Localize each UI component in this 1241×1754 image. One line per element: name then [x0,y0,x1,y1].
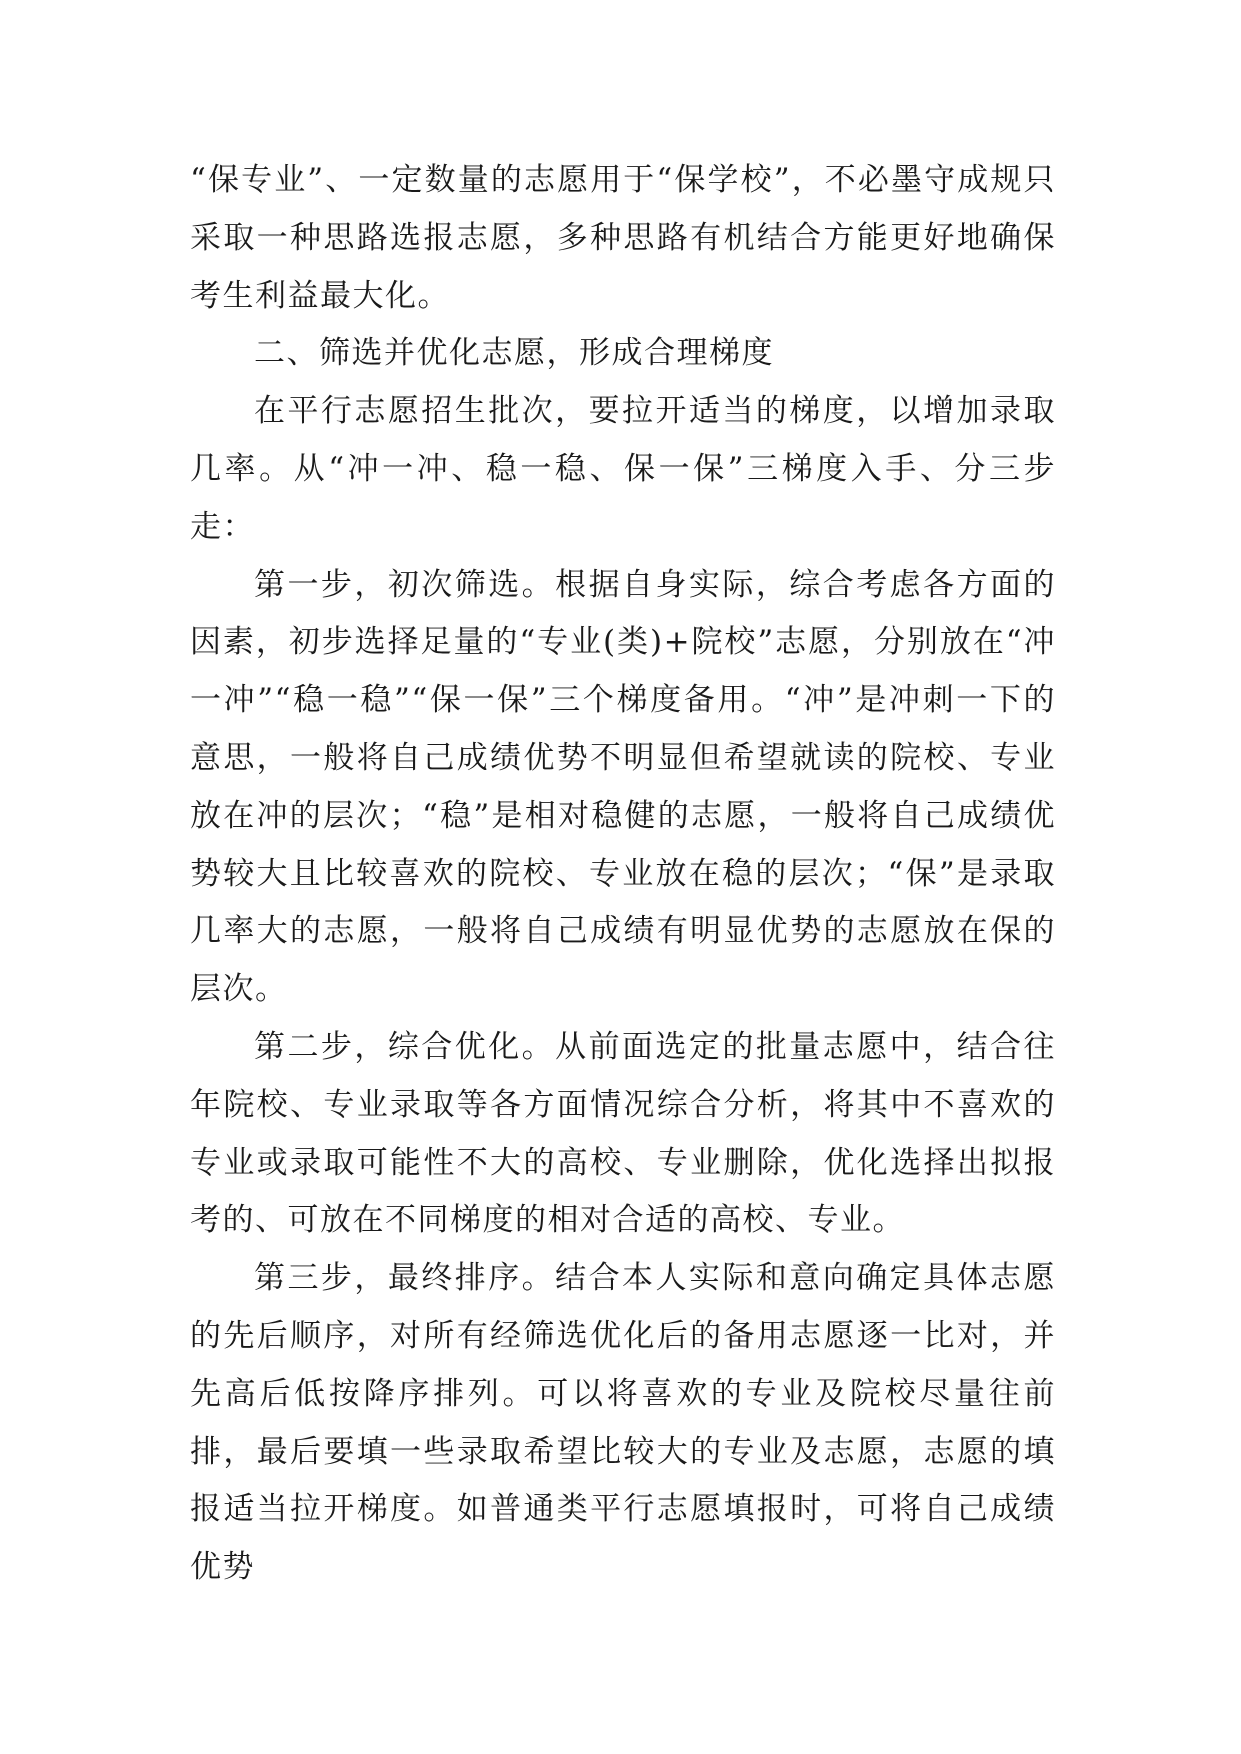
paragraph-continuation: “保专业”、一定数量的志愿用于“保学校”，不必墨守成规只采取一种思路选报志愿，多种思路有机结合方能更好地确保考生利益最大化。 [190,162,1056,314]
paragraph-step-one: 第一步，初次筛选。根据自身实际，综合考虑各方面的因素，初步选择足量的“专业(类)+院校”志愿，分别放在“冲一冲”“稳一稳”“保一保”三个梯度备用。“冲”是冲刺一下的意思，一般将自己成绩优势不明显但希望就读的院校、专业放在冲的层次；“稳”是相对稳健的志愿，一般将自己成绩优势较大且比较喜欢的院校、专业放在稳的层次；“保”是录取几率大的志愿，一般将自己成绩有明显优势的志愿放在保的层次。 [190,566,1056,1008]
paragraph-step-three: 第三步，最终排序。结合本人实际和意向确定具体志愿的先后顺序，对所有经筛选优化后的备用志愿逐一比对，并先高后低按降序排列。可以将喜欢的专业及院校尽量往前排，最后要填一些录取希望比较大的专业及志愿，志愿的填报适当拉开梯度。如普通类平行志愿填报时，可将自己成绩优势 [190,1260,1056,1586]
paragraph-step-two: 第二步，综合优化。从前面选定的批量志愿中，结合往年院校、专业录取等各方面情况综合分析，将其中不喜欢的专业或录取可能性不大的高校、专业删除，优化选择出拟报考的、可放在不同梯度的相对合适的高校、专业。 [190,1028,1056,1239]
paragraph-gradient-intro: 在平行志愿招生批次，要拉开适当的梯度，以增加录取几率。从“冲一冲、稳一稳、保一保”三梯度入手、分三步走： [190,393,1056,545]
section-heading: 二、筛选并优化志愿，形成合理梯度 [254,335,774,372]
document-body [190,152,1056,1597]
